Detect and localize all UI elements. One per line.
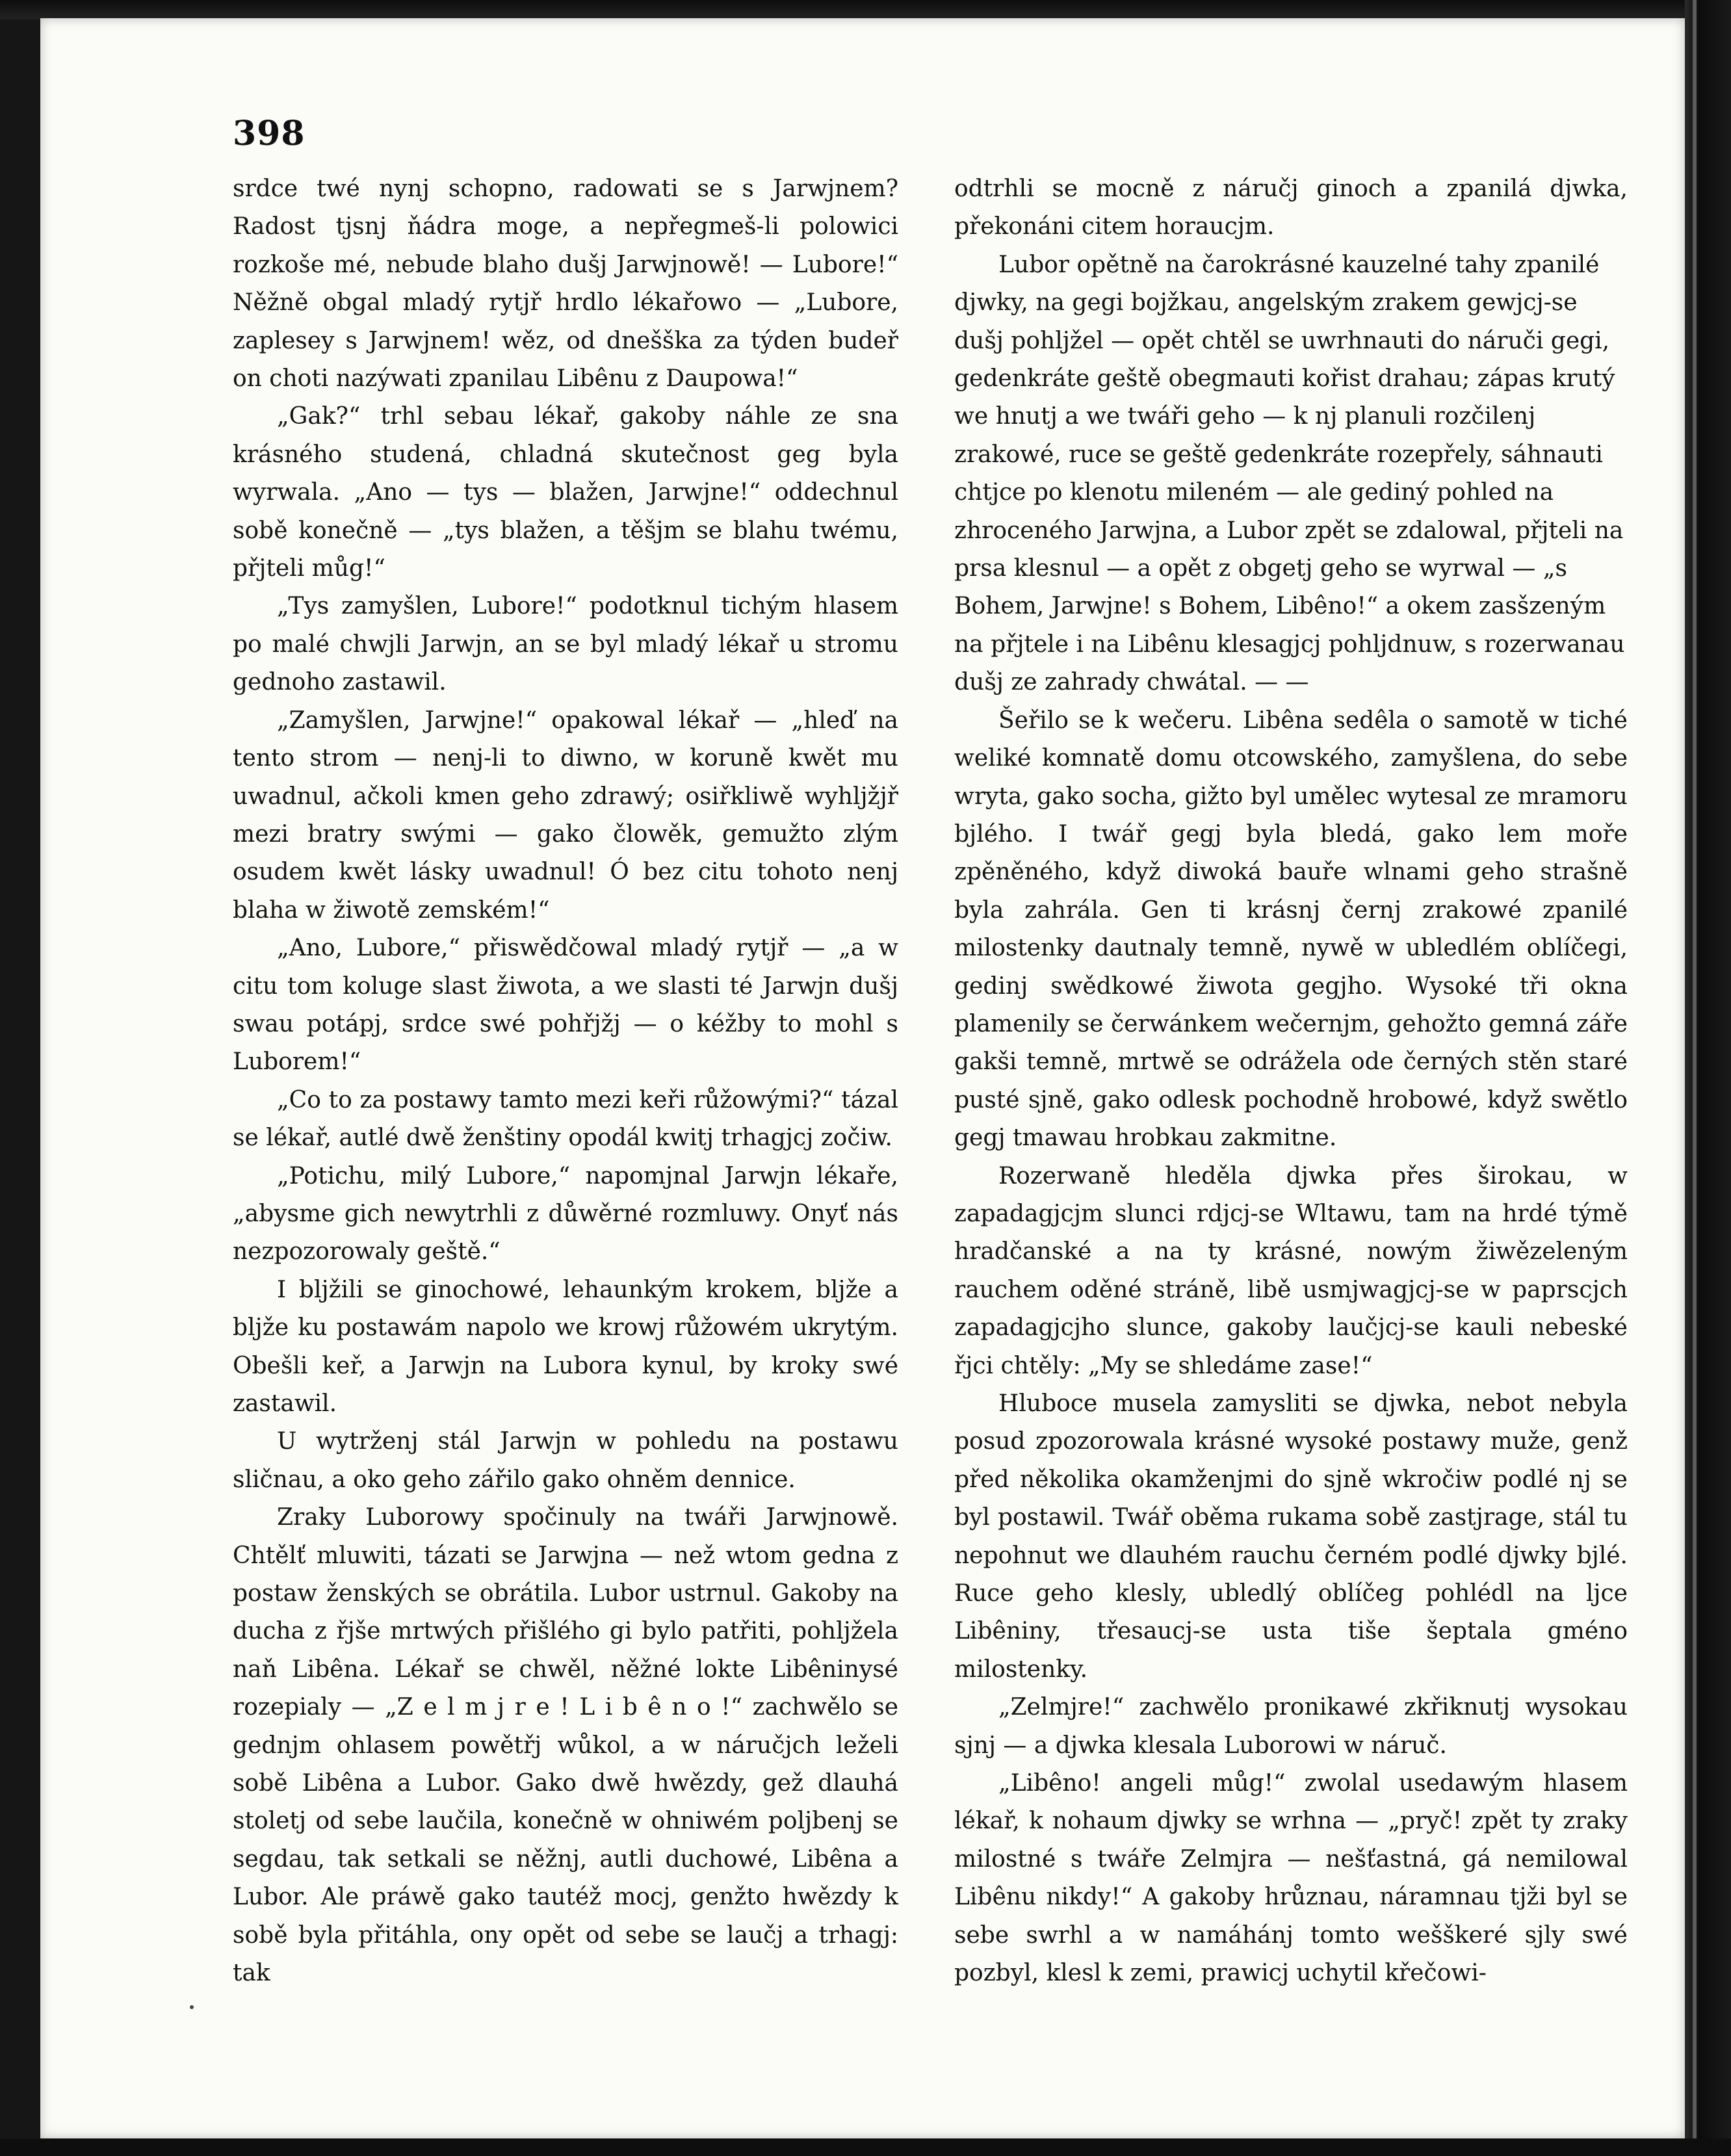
paragraph: „Tys zamyšlen, Lubore!“ podotknul tichým hlasem po malé chwjli Jarwjn, an se byl mladý lékař u stromu gednoho zastawil.: [233, 593, 898, 696]
ink-speck: [190, 2005, 194, 2009]
bottom-shadow: [0, 2138, 1731, 2156]
paragraph: „Co to za postawy tamto mezi keři růžowými?“ tázal se lékař, autlé dwě ženštiny opodál kwitj trhagjcj zočiw.: [233, 1086, 898, 1152]
paragraph: Zraky Luborowy spočinuly na twáři Jarwjnowě. Chtělť mluwiti, tázati se Jarwjna — než wtom gedna z postaw ženských se obrátila. Lubor ustrnul. Gakoby na ducha z řjše mrtwých přišlého gi bylo patřiti, pohljžela naň Libêna. Lékař se chwěl, něžné lokte Libêninysé rozepialy — „Z e l m j r e ! L i b ê n o !“ zachwělo se gednjm ohlasem powětřj wůkol, a w náručjch leželi sobě Libêna a Lubor. Gako dwě hwězdy, gež dlauhá stoletj od sebe laučila, konečně w ohniwém poljbenj se segdau, tak setkali se něžnj, autli duchowé, Libêna a Lubor. Ale práwě gako tautéž mocj, genžto hwězdy k sobě byla přitáhla, ony opět od sebe se laučj a trhagj: tak: [233, 1504, 898, 1987]
paragraph: „Zelmjre!“ zachwělo pronikawé zkřiknutj wysokau sjnj — a djwka klesala Luborowi w náruč.: [954, 1694, 1628, 1759]
paragraph: srdce twé nynj schopno, radowati se s Jarwjnem? Radost tjsnj ňádra moge, a nepřegmeš-li polowici rozkoše mé, nebude blaho dušj Jarwjnowě! — Lubore!“ Něžně obgal mladý rytjř hrdlo lékařowo — „Lubore, zaplesey s Jarwjnem! wěz, od dnešška za týden budeř on choti nazýwati zpanilau Libênu z Daupowa!“: [233, 175, 898, 393]
paragraph: Šeřilo se k wečeru. Libêna sedêla o samotě w tiché weliké komnatě domu otcowského, zamyšlena, do sebe wryta, gako socha, gižto byl umělec wytesal ze mramoru bjlého. I twář gegj byla bledá, gako lem moře zpěněného, když diwoká bauře wlnami geho strašně byla zahrála. Gen ti krásnj černj zrakowé zpanilé milostenky dautnaly temně, nywě w ubledlém oblíčegi, gedinj swědkowé žiwota gegjho. Wysoké tři okna plamenily se čerwánkem wečernjm, gehožto gemná záře gakši temně, mrtwě se odrážela ode černých stěn staré pusté sjně, gako odlesk pochodně hrobowé, když swětlo gegj tmawau hrobkau zakmitne.: [954, 707, 1628, 1152]
paragraph: Hluboce musela zamysliti se djwka, nebot nebyla posud zpozorowala krásné wysoké postawy muže, genž před několika okamženjmi do sjně wkročiw podlé nj se byl postawil. Twář oběma rukama sobě zastjrage, stál tu nepohnut we dlauhém rauchu černém podlé djwky bjlé. Ruce geho klesly, ubledlý oblíčeg pohlédl na ljce Libêniny, třesaucj-se usta tiše šeptala gméno milostenky.: [954, 1390, 1628, 1683]
paragraph: U wytrženj stál Jarwjn w pohledu na postawu sličnau, a oko geho zářilo gako ohněm dennice.: [233, 1428, 898, 1493]
paragraph: „Libêno! angeli můg!“ zwolal usedawým hlasem lékař, k nohaum djwky se wrhna — „pryč! zpět ty zraky milostné s twáře Zelmjra — nešťastná, gá nemilowal Libênu nikdy!“ A gakoby hrůznau, náramnau tjži byl se sebe swrhl a w namáhánj tomto wešškeré sjly swé pozbyl, klesl k zemi, prawicj uchytil křečowi-: [954, 1770, 1628, 1987]
left-column: [233, 170, 898, 1993]
paragraph: „Potichu, milý Lubore,“ napomjnal Jarwjn lékaře, „abysme gich newytrhli z důwěrné rozmluwy. Onyť nás nezpozorowaly geště.“: [233, 1162, 898, 1266]
paragraph: odtrhli se mocně z náručj ginoch a zpanilá djwka, překonáni citem horaucjm.: [954, 175, 1628, 240]
paragraph: Rozerwaně hleděla djwka přes širokau, w zapadagjcjm slunci rdjcj-se Wltawu, tam na hrdé týmě hradčanské a na ty krásné, nowým žiwězeleným rauchem oděné stráně, libě usmjwagjcj-se w paprscjch zapadagjcjho slunce, gakoby laučjcj-se kauli nebeské řjci chtěly: „My se shledáme zase!“: [954, 1162, 1628, 1379]
right-column: [954, 170, 1628, 1993]
paragraph: I bljžili se ginochowé, lehaunkým krokem, bljže a bljže ku postawám napolo we krowj růžowém ukrytým. Obešli keř, a Jarwjn na Lubora kynul, by kroky swé zastawil.: [233, 1276, 898, 1417]
paragraph: „Gak?“ trhl sebau lékař, gakoby náhle ze sna krásného studená, chladná skutečnost geg byla wyrwala. „Ano — tys — blažen, Jarwjne!“ oddechnul sobě konečně — „tys blažen, a těšjm se blahu twému, přjteli můg!“: [233, 403, 898, 582]
page-number: 398: [233, 114, 306, 153]
paragraph: „Zamyšlen, Jarwjne!“ opakowal lékař — „hleď na tento strom — nenj-li to diwno, w koruně kwět mu uwadnul, ačkoli kmen geho zdrawý; osiřkliwě wyhljžjř mezi bratry swými — gako člowěk, gemužto zlým osudem kwět lásky uwadnul! Ó bez citu tohoto nenj blaha w žiwotě zemském!“: [233, 707, 898, 924]
paragraph: „Ano, Lubore,“ přiswědčowal mladý rytjř — „a w citu tom koluge slast žiwota, a we slasti té Jarwjn dušj swau potápj, srdce swé pohřjžj — o kéžby to mohl s Luborem!“: [233, 935, 898, 1076]
paragraph: Lubor opětně na čarokrásné kauzelné tahy zpanilé djwky, na gegi bojžkau, angelským zrakem gewjcj-se dušj pohljžel — opět chtěl se uwrhnauti do náruči gegi, gedenkráte geště obegmauti kořist drahau; zápas krutý we hnutj a we twáři geho — k nj planuli rozčilenj zrakowé, ruce se geště gedenkráte rozepřely, sáhnauti chtjce po klenotu mileném — ale gediný pohled na zhroceného Jarwjna, a Lubor zpět se zdalowal, přjteli na prsa klesnul — a opět z obgetj geho se wyrwal — „s Bohem, Jarwjne! s Bohem, Libêno!“ a okem zasšzeným na přjtele i na Libênu klesagjcj pohljdnuw, s rozerwanau dušj ze zahrady chwátal. — —: [954, 251, 1625, 696]
top-shadow: [0, 0, 1731, 19]
book-edge: [1685, 0, 1731, 2156]
